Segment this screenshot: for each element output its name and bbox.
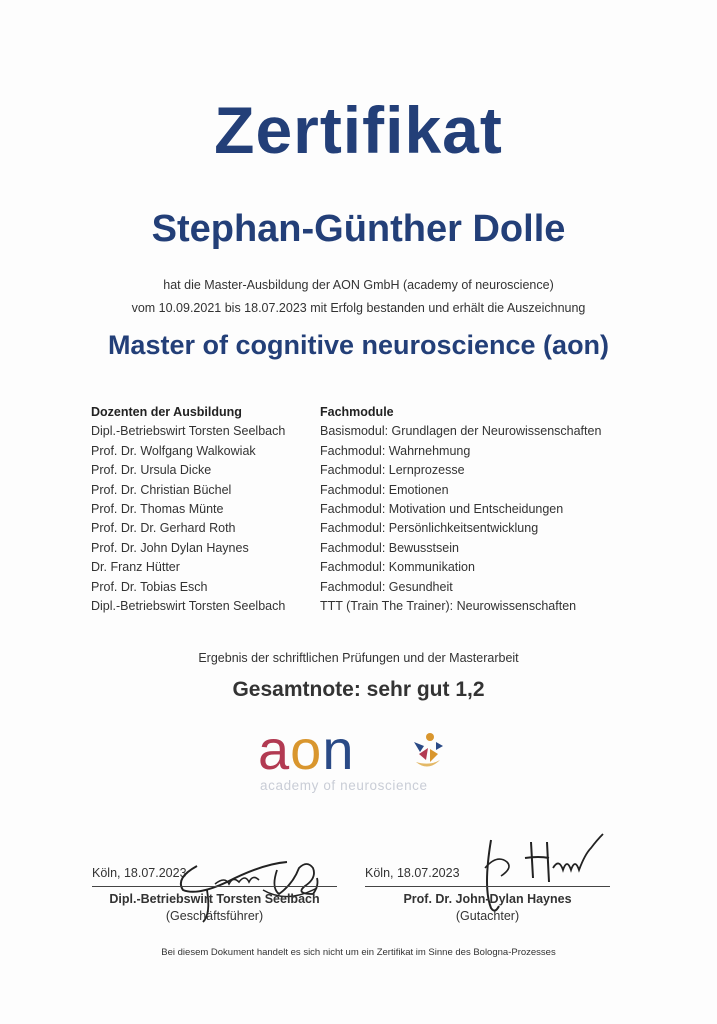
certificate-title: Zertifikat <box>214 93 503 167</box>
signature-place-date: Köln, 18.07.2023 <box>365 866 460 880</box>
module-item: Fachmodul: Kommunikation <box>320 560 475 575</box>
intro-line-1: hat die Master-Ausbildung der AON GmbH (academy of neuroscience) <box>163 278 554 292</box>
module-item: Fachmodul: Persönlichkeitsentwicklung <box>320 521 539 536</box>
lecturer-item: Dipl.-Betriebswirt Torsten Seelbach <box>91 599 286 614</box>
result-description: Ergebnis der schriftlichen Prüfungen und der Masterarbeit <box>198 651 519 665</box>
module-item: Basismodul: Grundlagen der Neurowissenschaften <box>320 424 602 439</box>
signatory-role: (Gutachter) <box>455 909 520 923</box>
module-item: Fachmodul: Lernprozesse <box>320 463 465 478</box>
signature-line <box>92 886 337 887</box>
module-item: TTT (Train The Trainer): Neurowissenschaften <box>320 599 577 614</box>
signatory-name: Prof. Dr. John-Dylan Haynes <box>403 892 572 906</box>
lecturer-item: Dr. Franz Hütter <box>91 560 180 575</box>
lecturer-item: Prof. Dr. Wolfgang Walkowiak <box>91 443 256 458</box>
module-item: Fachmodul: Gesundheit <box>320 579 453 594</box>
intro-line-2: vom 10.09.2021 bis 18.07.2023 mit Erfolg bestanden und erhält die Auszeichnung <box>131 301 586 315</box>
lecturers-header: Dozenten der Ausbildung <box>91 405 242 419</box>
logo-wordmark <box>258 720 354 780</box>
signature-place-date: Köln, 18.07.2023 <box>92 866 187 880</box>
lecturer-item: Prof. Dr. Thomas Münte <box>91 502 224 517</box>
logo-letter-o: o <box>290 718 323 781</box>
logo-figure-icon <box>410 732 446 770</box>
signatory-name: Dipl.-Betriebswirt Torsten Seelbach <box>109 892 320 906</box>
module-item: Fachmodul: Bewusstsein <box>320 540 459 555</box>
lecturer-item: Prof. Dr. Ursula Dicke <box>91 463 212 478</box>
recipient-name: Stephan-Günther Dolle <box>151 208 566 250</box>
signature-line <box>365 886 610 887</box>
lecturers-column <box>91 403 311 616</box>
module-item: Fachmodul: Motivation und Entscheidungen <box>320 502 564 517</box>
signatory-role: (Geschäftsführer) <box>165 909 264 923</box>
logo-tagline: academy of neuroscience <box>260 778 428 793</box>
logo-letter-n: n <box>322 718 355 781</box>
lecturer-item: Prof. Dr. Christian Büchel <box>91 482 232 497</box>
logo-letter-a: a <box>258 718 291 781</box>
lecturer-item: Prof. Dr. Dr. Gerhard Roth <box>91 521 236 536</box>
lecturer-item: Dipl.-Betriebswirt Torsten Seelbach <box>91 424 286 439</box>
modules-column <box>320 403 640 616</box>
overall-grade: Gesamtnote: sehr gut 1,2 <box>232 678 485 701</box>
modules-header: Fachmodule <box>320 405 394 419</box>
aon-logo <box>258 718 458 796</box>
lecturer-item: Prof. Dr. John Dylan Haynes <box>91 540 249 555</box>
module-item: Fachmodul: Emotionen <box>320 482 449 497</box>
degree-title: Master of cognitive neuroscience (aon) <box>107 330 610 360</box>
intro-text <box>0 274 717 320</box>
module-item: Fachmodul: Wahrnehmung <box>320 443 471 458</box>
lecturer-item: Prof. Dr. Tobias Esch <box>91 579 208 594</box>
footer-disclaimer: Bei diesem Dokument handelt es sich nicht um ein Zertifikat im Sinne des Bologna-Prozesses <box>161 947 556 958</box>
